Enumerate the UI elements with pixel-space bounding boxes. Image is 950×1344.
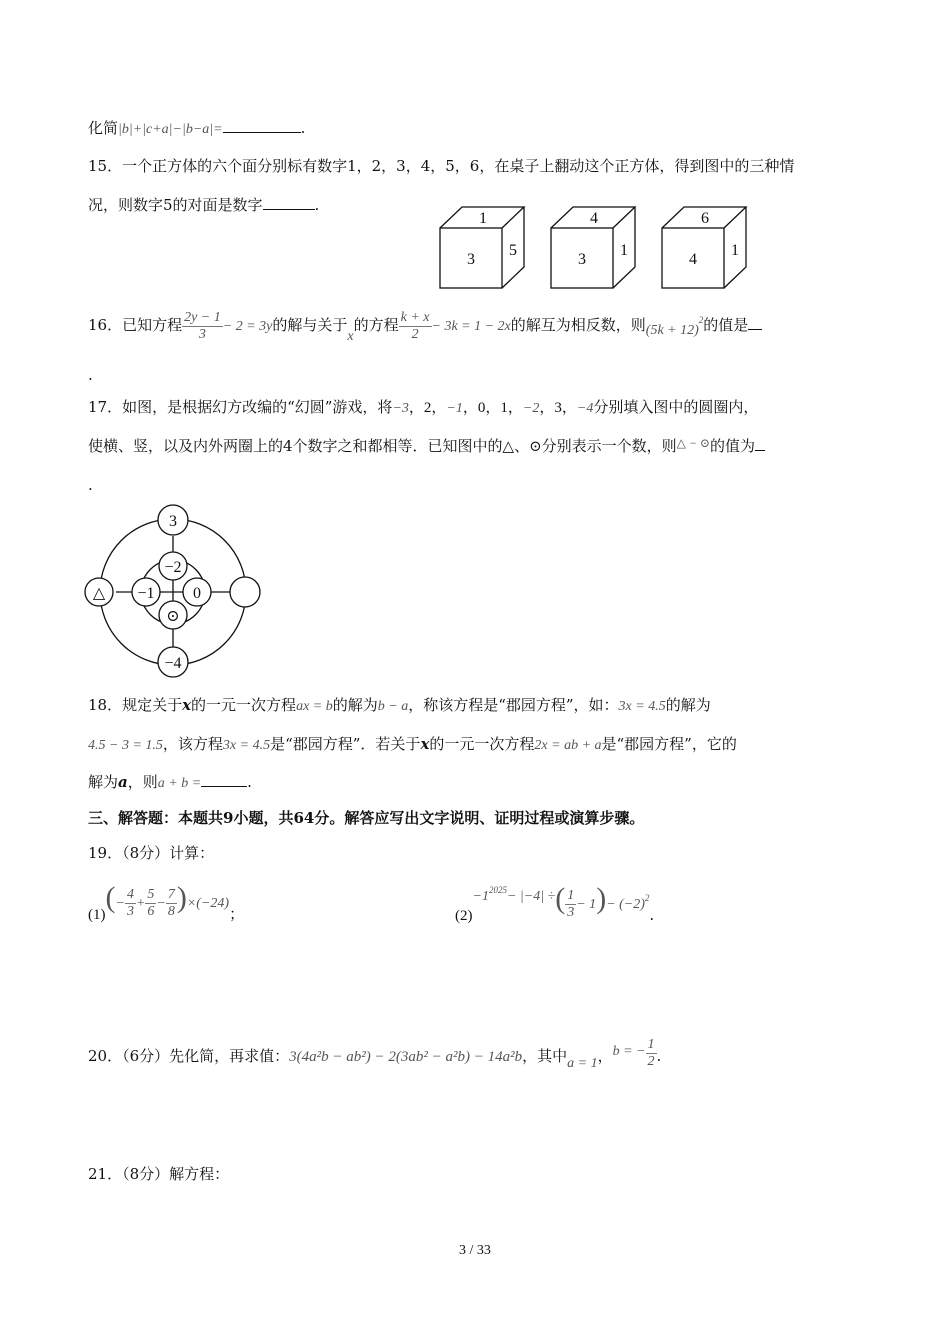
q14-expression: |b|+|c+a|−|b−a|= [118, 122, 223, 137]
section-3-heading: 三、解答题：本题共9小题，共64分。解答应写出文字说明、证明过程或演算步骤。 [88, 809, 645, 827]
q16-answer-blank[interactable] [748, 315, 762, 330]
svg-text:−2: −2 [164, 559, 182, 576]
q17-answer-blank[interactable] [755, 436, 765, 451]
page-number: 3 / 33 [459, 1243, 491, 1258]
cube-figure [430, 204, 760, 294]
svg-text:3: 3 [169, 513, 177, 530]
q19-title: 19．（8分）计算： [88, 844, 215, 862]
q16-line: 16．已知方程 $\frac{2y - 1}{3}$ − 2 = 3y的解与关于x的方程 $\frac{k + x}{2}$ − 3k = 1 − 2x的解互为相反数，则$(5k + 12)^2$的值是 [88, 303, 762, 344]
q16-fraction-2: $\frac{k + x}{2}$ [400, 309, 430, 342]
circle-right [230, 577, 260, 607]
cube-3-top: 6 [701, 210, 709, 227]
cube-2-front: 3 [578, 251, 586, 268]
q16-fraction-1: $\frac{2y - 1}{3}$ [184, 309, 221, 342]
q15-line2: 况，则数字5的对面是数字 . [88, 196, 320, 214]
q18-line2: 4.5 − 3 = 1.5，该方程3x = 4.5是“郡园方程”．若关于x的一元一次方程2x = ab + a是“郡园方程”，它的 [88, 735, 737, 753]
cube-3-front: 4 [689, 251, 697, 268]
q19-part2: $(2)-1^{2025}- |-4|$ ÷( $\frac{1}{3}$ − $1)- (-2)^2$. [455, 882, 655, 924]
svg-text:0: 0 [193, 585, 201, 602]
cube-2-top: 4 [590, 210, 598, 227]
svg-text:−4: −4 [164, 655, 182, 672]
magic-circle-figure [84, 504, 266, 680]
svg-text:△: △ [92, 585, 106, 602]
svg-text:−1: −1 [137, 585, 155, 602]
cube-1-right: 5 [509, 242, 517, 259]
q14-line: 化简|b|+|c+a|−|b−a|= . [88, 119, 306, 137]
cube-2-right: 1 [620, 242, 628, 259]
q17-line2: 使横、竖，以及内外两圈上的4个数字之和都相等．已知图中的△、⊙分别表示一个数，则△ − ⊙的值为 [88, 436, 765, 457]
q14-answer-blank[interactable] [223, 118, 301, 133]
svg-text:⊙: ⊙ [166, 608, 180, 625]
q18-line1: 18．规定关于x的一元一次方程ax = b的解为b − a，称该方程是“郡园方程”，如：3x = 4.5的解为 [88, 696, 711, 714]
q18-answer-blank[interactable] [201, 772, 247, 787]
q18-line3: 解为a，则a + b = . [88, 773, 252, 791]
cube-1-front: 3 [467, 251, 475, 268]
q20-line: 20．（6分）先化简，再求值：3(4a²b − ab²) − 2(3ab² − a²b) − 14a²b，其中a = 1，b = − $\frac{1}{2}$ . [88, 1036, 662, 1071]
q15-answer-blank[interactable] [263, 195, 315, 210]
q15-line1: 15．一个正方体的六个面分别标有数字1，2，3，4，5，6，在桌子上翻动这个正方体，得到图中的三种情 [88, 157, 795, 175]
cube-1-top: 1 [479, 210, 487, 227]
cube-3-right: 1 [731, 242, 739, 259]
q19-part1: (1)(− $\frac{4}{3}$ + $\frac{5}{6}$ − $\frac{7}{8}$ )×(−24)； [88, 881, 245, 923]
q14-prefix: 化简 [88, 119, 119, 137]
q17-line1: 17．如图，是根据幻方改编的“幻圆”游戏，将−3，2，−1，0，1，−2，3，−4分别填入图中的圆圈内， [88, 398, 759, 416]
q21-title: 21．（8分）解方程： [88, 1165, 230, 1183]
